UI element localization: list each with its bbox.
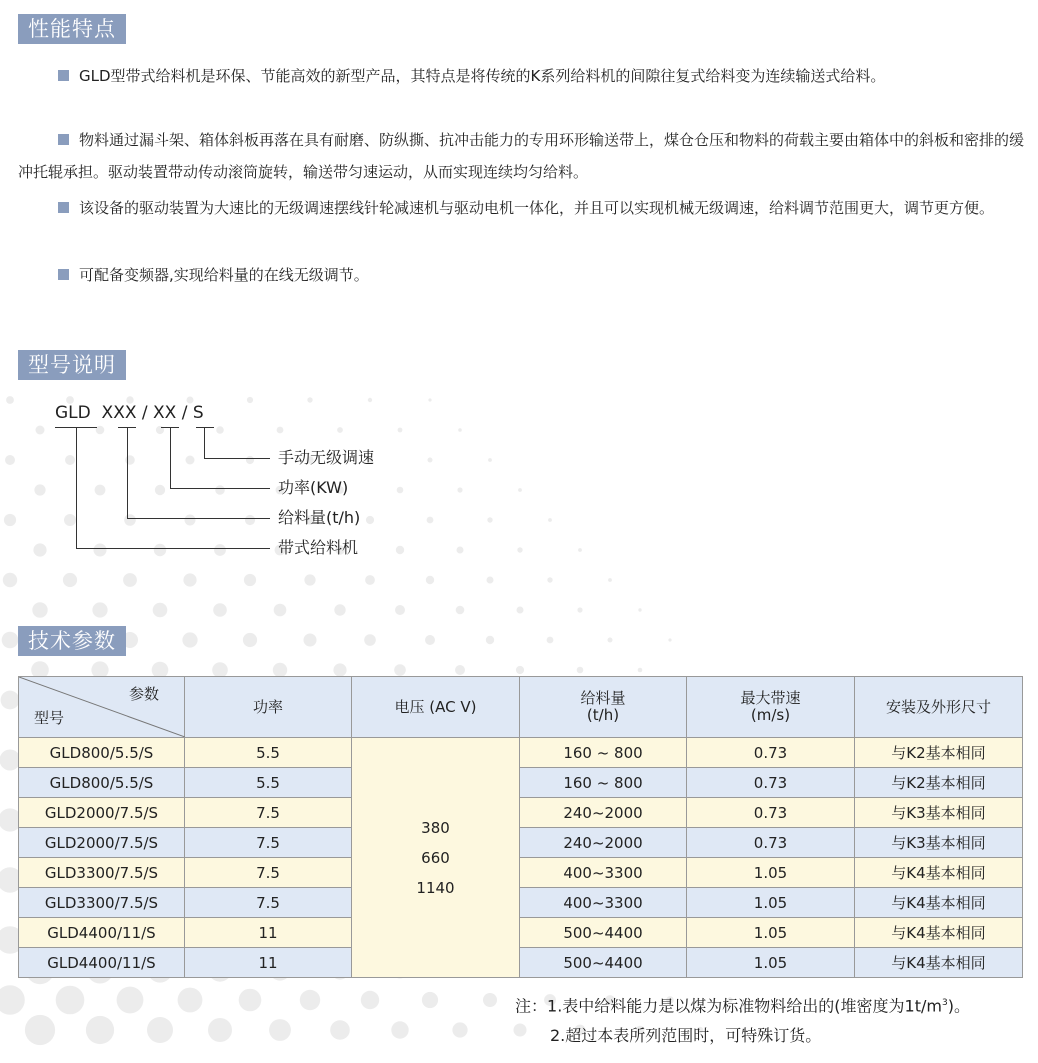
table-row	[19, 738, 1023, 768]
table-row	[19, 918, 1023, 948]
cell-power: 11	[185, 948, 352, 978]
cell-install: 与K4基本相同	[855, 918, 1023, 948]
cell-install: 与K3基本相同	[855, 828, 1023, 858]
leader-xx-vertical	[170, 427, 171, 488]
square-bullet-icon	[58, 70, 69, 81]
cell-install: 与K2基本相同	[855, 768, 1023, 798]
cell-feed: 400~3300	[520, 888, 687, 918]
leader-xxx-vertical	[127, 427, 128, 518]
cell-power: 5.5	[185, 738, 352, 768]
square-bullet-icon	[58, 202, 69, 213]
feature-paragraph: GLD型带式给料机是环保、节能高效的新型产品，其特点是将传统的K系列给料机的间隙往复式给料变为连续输送式给料。	[18, 60, 1024, 92]
leader-s-vertical	[204, 427, 205, 458]
note-line-1: 注：1.表中给料能力是以煤为标准物料给出的(堆密度为$1t/m^3$)。	[515, 996, 970, 1016]
cell-feed: 240~2000	[520, 798, 687, 828]
cell-power: 7.5	[185, 828, 352, 858]
header-param-label: 参数	[128, 685, 159, 703]
cell-speed: 0.73	[687, 798, 855, 828]
features-section-title: 性能特点	[18, 14, 126, 44]
cell-speed: 0.73	[687, 828, 855, 858]
label-power: 功率(KW)	[278, 478, 349, 497]
header-feed-rate: 给料量 (t/h)	[520, 677, 687, 738]
square-bullet-icon	[58, 134, 69, 145]
cell-feed: 500~4400	[520, 918, 687, 948]
cell-model: GLD2000/7.5/S	[19, 828, 185, 858]
params-section-title: 技术参数	[18, 626, 126, 656]
leader-gld-vertical	[76, 427, 77, 548]
cell-power: 11	[185, 918, 352, 948]
cell-feed: 240~2000	[520, 828, 687, 858]
cell-model: GLD800/5.5/S	[19, 738, 185, 768]
cell-model: GLD800/5.5/S	[19, 768, 185, 798]
cell-power: 7.5	[185, 798, 352, 828]
table-header-row	[19, 677, 1023, 738]
underline-s	[196, 427, 214, 428]
header-diagonal-cell	[19, 677, 185, 738]
leader-s-horizontal	[204, 458, 270, 459]
table-row	[19, 858, 1023, 888]
model-code: GLD XXX / XX / S	[55, 403, 204, 423]
diagonal-line	[19, 677, 185, 737]
table-row	[19, 798, 1023, 828]
cell-power: 7.5	[185, 858, 352, 888]
cell-model: GLD4400/11/S	[19, 948, 185, 978]
cell-model: GLD3300/7.5/S	[19, 888, 185, 918]
feature-paragraph: 该设备的驱动装置为大速比的无级调速摆线针轮减速机与驱动电机一体化，并且可以实现机械无级调速，给料调节范围更大，调节更方便。	[18, 192, 1024, 224]
cell-feed: 500~4400	[520, 948, 687, 978]
label-belt-feeder: 带式给料机	[278, 538, 359, 557]
table-row	[19, 948, 1023, 978]
table-row	[19, 888, 1023, 918]
leader-xxx-horizontal	[127, 518, 270, 519]
table-row	[19, 768, 1023, 798]
label-manual-speed: 手动无级调速	[278, 448, 375, 467]
cell-voltage: 380 660 1140	[352, 738, 520, 978]
model-section-title: 型号说明	[18, 350, 126, 380]
label-feed-rate: 给料量(t/h)	[278, 508, 361, 527]
cell-feed: 400~3300	[520, 858, 687, 888]
cell-model: GLD4400/11/S	[19, 918, 185, 948]
cell-install: 与K4基本相同	[855, 858, 1023, 888]
cell-model: GLD3300/7.5/S	[19, 858, 185, 888]
cell-install: 与K3基本相同	[855, 798, 1023, 828]
params-table	[18, 676, 1023, 978]
header-install: 安装及外形尺寸	[855, 677, 1023, 738]
cell-feed: 160 ~ 800	[520, 768, 687, 798]
cell-speed: 1.05	[687, 948, 855, 978]
feature-paragraph: 可配备变频器,实现给料量的在线无级调节。	[18, 259, 1024, 291]
cell-speed: 1.05	[687, 858, 855, 888]
leader-xx-horizontal	[170, 488, 270, 489]
cell-speed: 1.05	[687, 918, 855, 948]
table-row	[19, 828, 1023, 858]
header-voltage: 电压 (AC V)	[352, 677, 520, 738]
cell-power: 7.5	[185, 888, 352, 918]
cell-install: 与K4基本相同	[855, 948, 1023, 978]
note-prefix: 注：	[515, 996, 548, 1016]
leader-gld-horizontal	[76, 548, 270, 549]
note-line-2: 2.超过本表所列范围时，可特殊订货。	[550, 1026, 822, 1045]
cell-speed: 1.05	[687, 888, 855, 918]
header-model-label: 型号	[34, 709, 65, 727]
square-bullet-icon	[58, 269, 69, 280]
cell-feed: 160 ~ 800	[520, 738, 687, 768]
cell-install: 与K4基本相同	[855, 888, 1023, 918]
cell-power: 5.5	[185, 768, 352, 798]
header-belt-speed: 最大带速 (m/s)	[687, 677, 855, 738]
cell-model: GLD2000/7.5/S	[19, 798, 185, 828]
cell-speed: 0.73	[687, 738, 855, 768]
feature-paragraph: 物料通过漏斗架、箱体斜板再落在具有耐磨、防纵撕、抗冲击能力的专用环形输送带上，煤仓仓压和物料的荷载主要由箱体中的斜板和密排的缓冲托辊承担。驱动装置带动传动滚筒旋转，输送带匀速运动，从而实现连续均匀给料。	[18, 131, 1025, 181]
header-power: 功率	[185, 677, 352, 738]
cell-speed: 0.73	[687, 768, 855, 798]
cell-install: 与K2基本相同	[855, 738, 1023, 768]
